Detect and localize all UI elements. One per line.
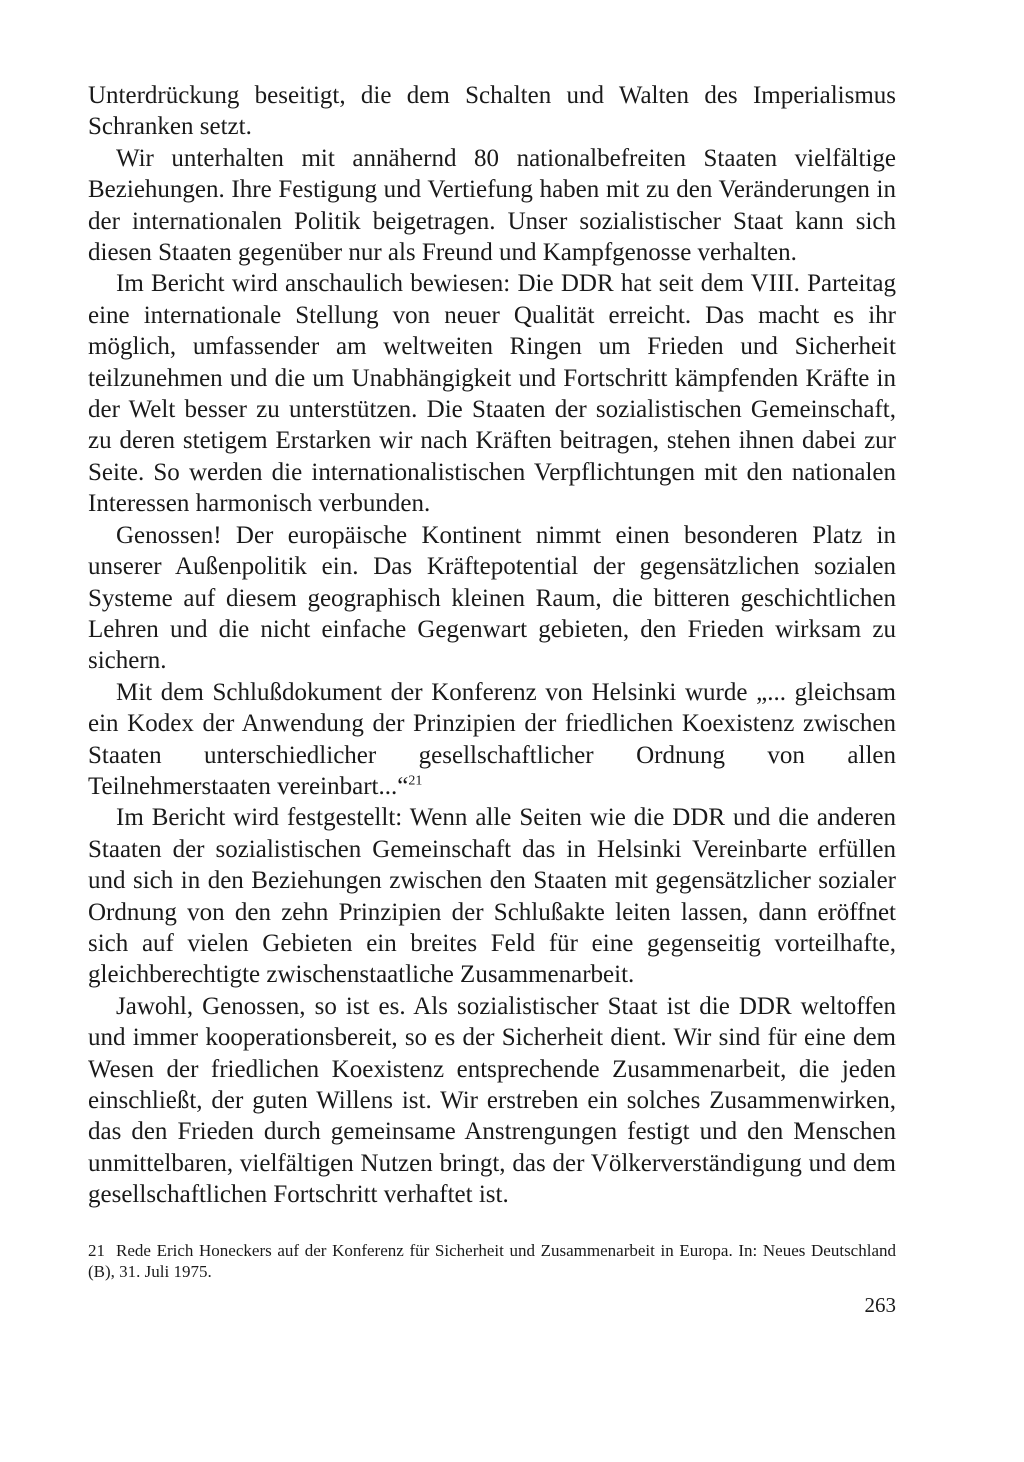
paragraph: Wir unterhalten mit annähernd 80 nationalbefreiten Staaten vielfältige Beziehungen. Ihre Festigung und Vertiefung haben mit zu den Veränderungen in der internationalen Politik beigetragen. Unser sozialistischer Staat kann sich diesen Staaten gegenüber nur als Freund und Kampfgenosse verhalten. [88,144,896,267]
paragraph-with-quote [88,677,896,803]
footnote-number: 21 [88,1241,105,1260]
paragraph: Genossen! Der europäische Kontinent nimmt einen besonderen Platz in unserer Außenpolitik ein. Das Kräftepotential der gegensätzlichen sozialen Systeme auf diesem geographisch kleinen Raum, die bitteren geschichtlichen Lehren und die nicht einfache Gegenwart gebieten, den Frieden wirksam zu sichern. [88,521,896,675]
body-text [88,80,896,1211]
paragraph-text: Mit dem Schlußdokument der Konferenz von Helsinki wurde „... gleichsam ein Kodex der Anwendung der Prinzipien der friedlichen Koexistenz zwischen Staaten unterschiedlicher gesellschaftlicher Ordnung von allen Teilnehmerstaaten vereinbart...“ [88,678,896,800]
page-number: 263 [864,1293,896,1317]
footnote [88,1240,896,1282]
footnote-text: Rede Erich Honeckers auf der Konferenz für Sicherheit und Zusammenarbeit in Europa. In: Neues Deutschland (B), 31. Juli 1975. [88,1241,896,1281]
footnotes [88,1240,896,1282]
paragraph: Im Bericht wird festgestellt: Wenn alle Seiten wie die DDR und die anderen Staaten der sozialistischen Gemeinschaft das in Helsinki Vereinbarte erfüllen und sich in den Beziehungen zwischen den Staaten mit gegensätzlicher sozialer Ordnung von den zehn Prinzipien der Schlußakte leiten lassen, dann eröffnet sich auf vielen Gebieten ein breites Feld für eine gegenseitig vorteilhafte, gleichberechtigte zwischenstaatliche Zusammenarbeit. [88,804,896,989]
paragraph: Jawohl, Genossen, so ist es. Als sozialistischer Staat ist die DDR weltoffen und immer kooperationsbereit, so es der Sicherheit dient. Wir sind für eine dem Wesen der friedlichen Koexistenz entsprechende Zusammenarbeit, die jeden einschließt, der guten Willens ist. Wir erstreben ein solches Zusammenwirken, das den Frieden durch gemeinsame Anstrengungen festigt und den Menschen unmittelbaren, vielfältigen Nutzen bringt, das der Völkerverständigung und dem gesellschaftlichen Fortschritt verhaftet ist. [88,992,896,1209]
paragraph: Im Bericht wird anschaulich bewiesen: Die DDR hat seit dem VIII. Parteitag eine internationale Stellung von neuer Qualität erreicht. Das macht es ihr möglich, umfassender am weltweiten Ringen um Frieden und Sicherheit teilzunehmen und die um Unabhängigkeit und Fortschritt kämpfenden Kräfte in der Welt besser zu unterstützen. Die Staaten der sozialistischen Gemeinschaft, zu deren stetigem Erstarken wir nach Kräften beitragen, stehen ihnen dabei zur Seite. So werden die internationalistischen Verpflichtungen mit den nationalen Interessen harmonisch verbunden. [88,270,896,518]
paragraph: Unterdrückung beseitigt, die dem Schalten und Walten des Imperialismus Schranken setzt. [88,82,896,141]
footnote-reference[interactable]: 21 [408,773,423,789]
